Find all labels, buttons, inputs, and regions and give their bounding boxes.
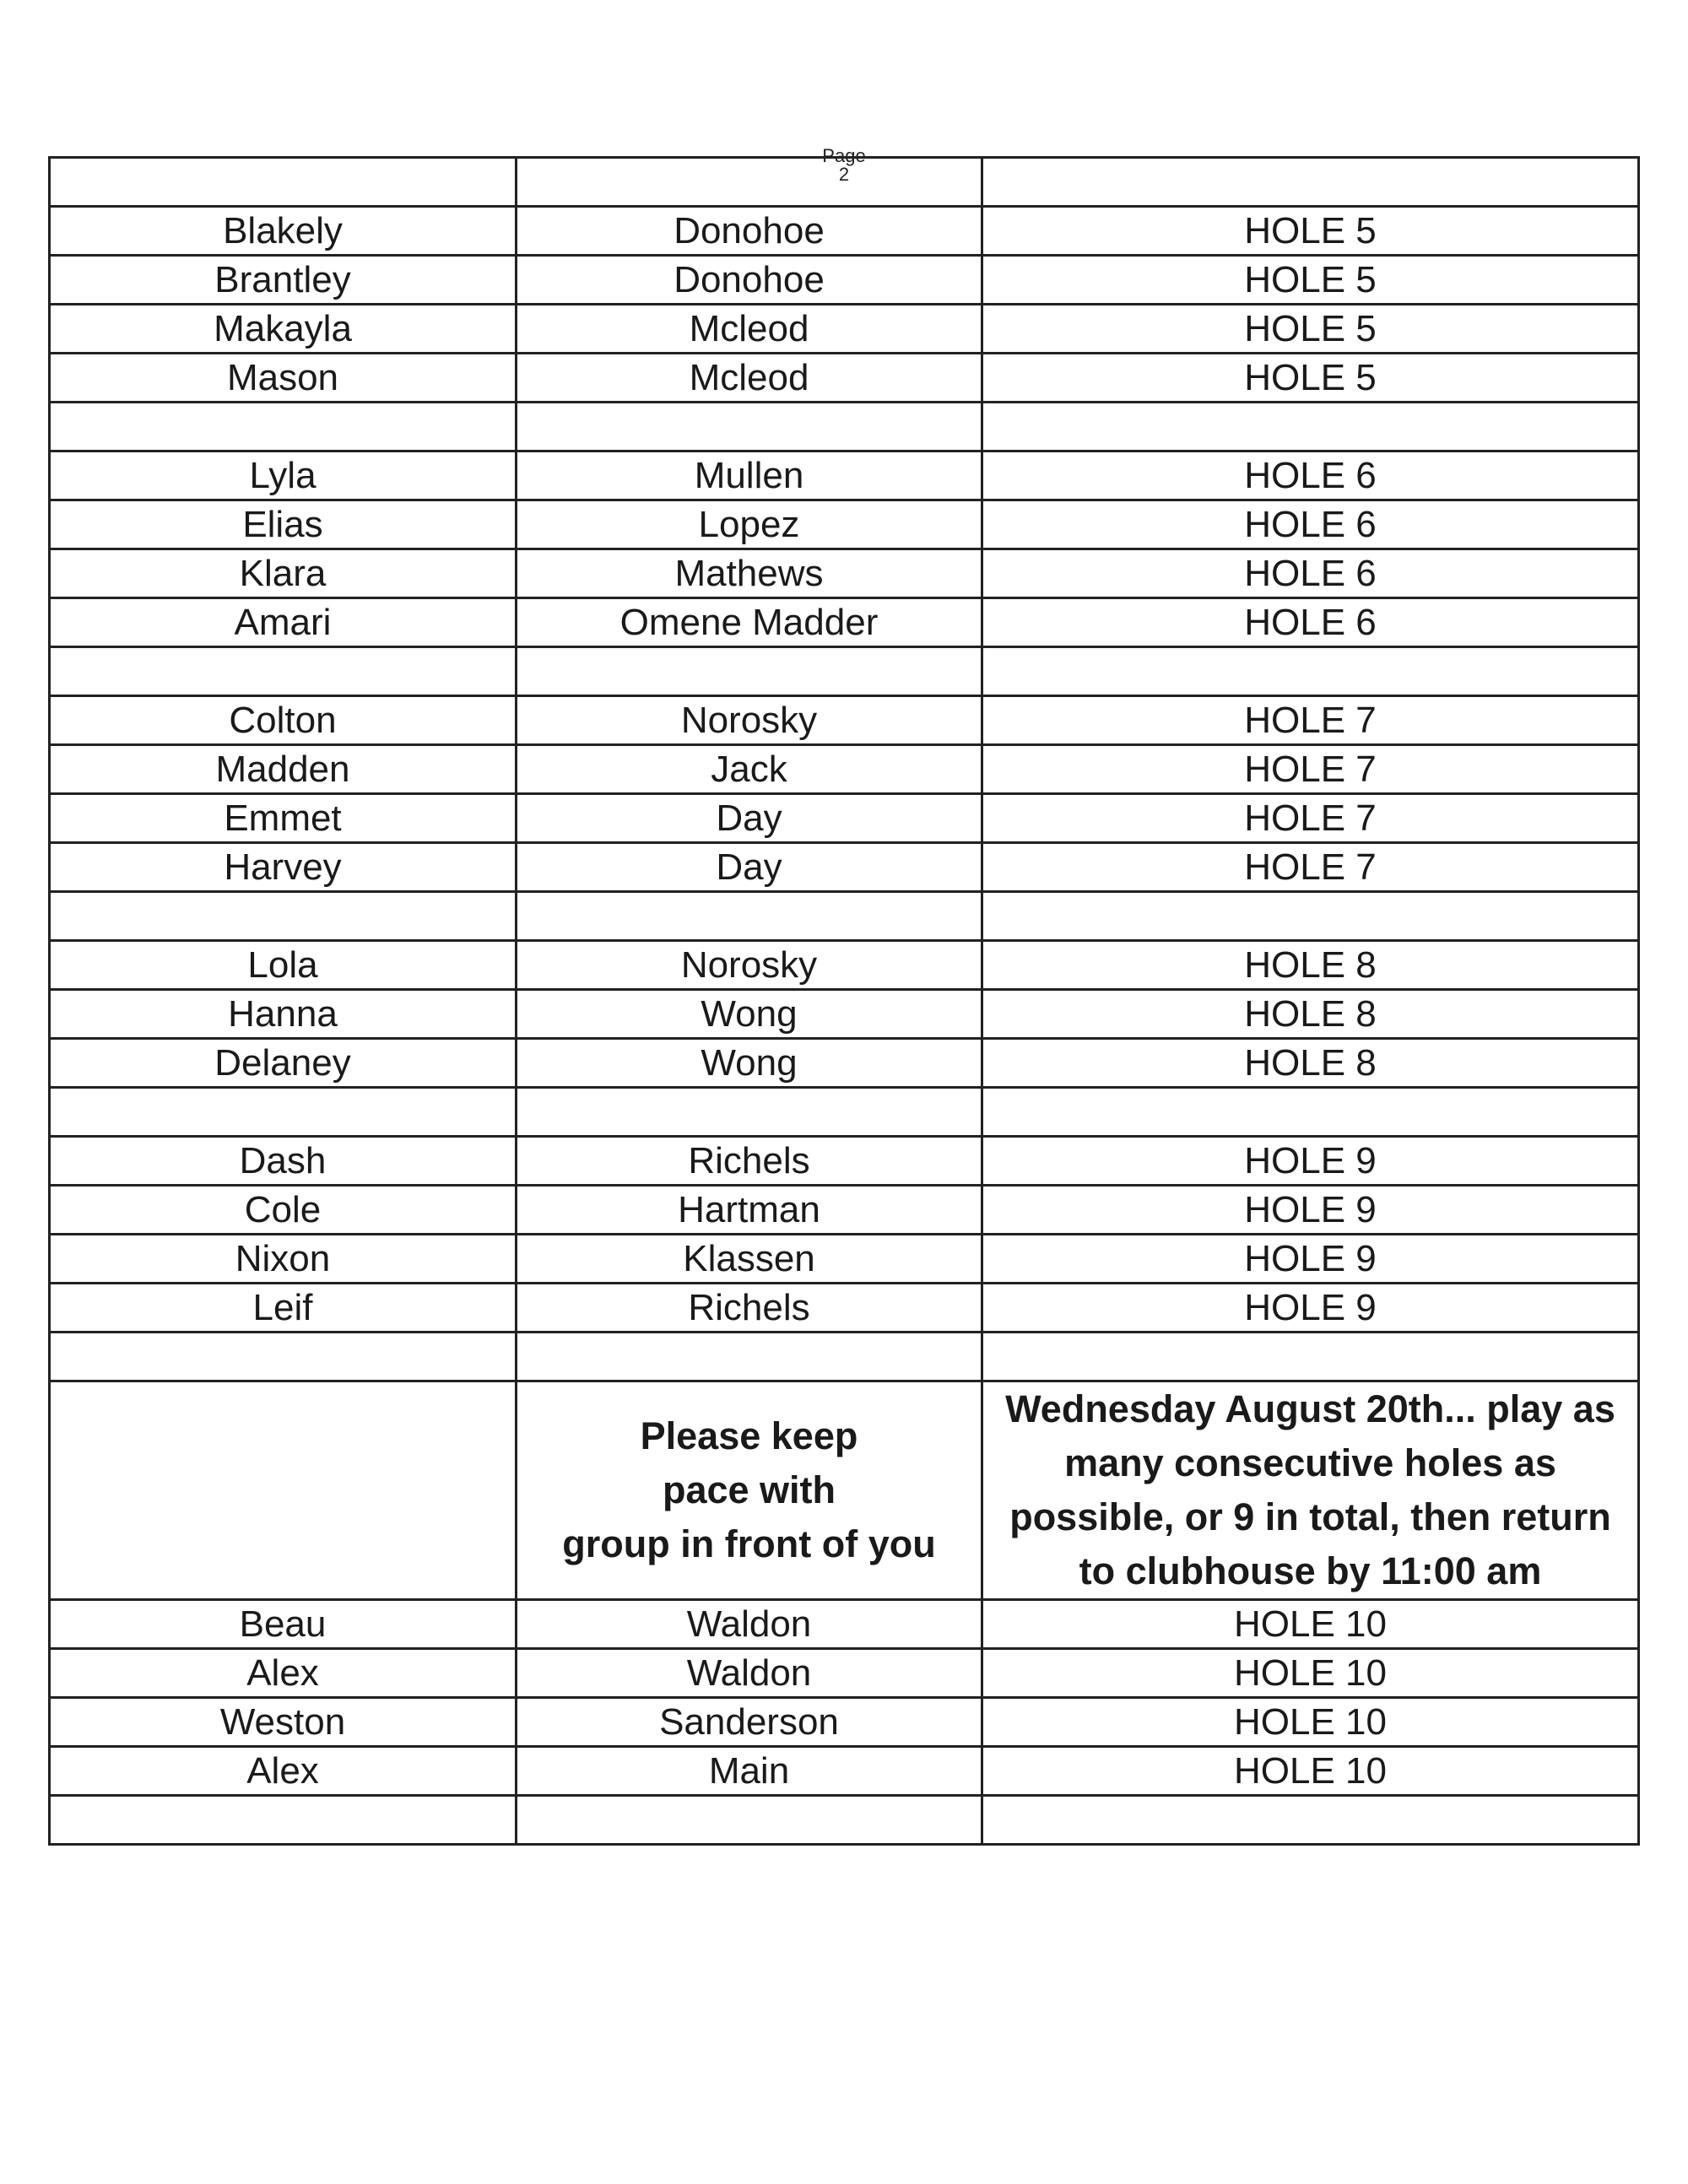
blank-cell xyxy=(50,1333,517,1381)
hole-assignment-cell: HOLE 10 xyxy=(982,1698,1639,1747)
player-row xyxy=(50,549,1639,598)
last-name-cell: Waldon xyxy=(517,1600,982,1649)
blank-cell xyxy=(982,158,1639,207)
last-name-cell: Norosky xyxy=(517,941,982,990)
tee-assignment-table xyxy=(48,156,1640,1846)
blank-cell xyxy=(50,647,517,696)
first-name-cell: Lyla xyxy=(50,451,517,500)
player-row xyxy=(50,451,1639,500)
player-row xyxy=(50,354,1639,403)
blank-cell xyxy=(517,892,982,941)
blank-cell xyxy=(982,1796,1639,1845)
hole-assignment-cell: HOLE 9 xyxy=(982,1235,1639,1284)
player-row xyxy=(50,1284,1639,1333)
first-name-cell: Beau xyxy=(50,1600,517,1649)
blank-row xyxy=(50,403,1639,451)
player-row xyxy=(50,1649,1639,1698)
pace-note-cell xyxy=(517,1381,982,1600)
first-name-cell: Emmet xyxy=(50,794,517,843)
last-name-cell: Mcleod xyxy=(517,354,982,403)
first-name-cell: Alex xyxy=(50,1747,517,1796)
hole-assignment-cell: HOLE 9 xyxy=(982,1137,1639,1186)
hole-assignment-cell: HOLE 9 xyxy=(982,1284,1639,1333)
player-row xyxy=(50,1747,1639,1796)
last-name-cell: Donohoe xyxy=(517,207,982,256)
last-name-cell: Mathews xyxy=(517,549,982,598)
player-row xyxy=(50,1235,1639,1284)
last-name-cell: Omene Madder xyxy=(517,598,982,647)
pace-note-line: pace with xyxy=(662,1468,836,1511)
blank-cell xyxy=(517,647,982,696)
hole-assignment-cell: HOLE 10 xyxy=(982,1600,1639,1649)
hole-assignment-cell: HOLE 6 xyxy=(982,549,1639,598)
blank-cell xyxy=(982,1333,1639,1381)
last-name-cell: Lopez xyxy=(517,500,982,549)
blank-cell xyxy=(517,403,982,451)
blank-cell xyxy=(517,1333,982,1381)
blank-cell xyxy=(50,1088,517,1137)
instructions-cell: Wednesday August 20th... play as many consecutive holes as possible, or 9 in total, then return to clubhouse by 11:00 am xyxy=(982,1381,1639,1600)
first-name-cell: Madden xyxy=(50,745,517,794)
last-name-cell: Hartman xyxy=(517,1186,982,1235)
blank-cell xyxy=(50,403,517,451)
first-name-cell: Klara xyxy=(50,549,517,598)
last-name-cell: Norosky xyxy=(517,696,982,745)
first-name-cell: Mason xyxy=(50,354,517,403)
player-row xyxy=(50,1698,1639,1747)
last-name-cell: Waldon xyxy=(517,1649,982,1698)
first-name-cell: Makayla xyxy=(50,305,517,354)
last-name-cell: Mullen xyxy=(517,451,982,500)
last-name-cell: Jack xyxy=(517,745,982,794)
tee-assignment-body xyxy=(50,158,1639,1845)
first-name-cell: Hanna xyxy=(50,990,517,1039)
first-name-cell: Delaney xyxy=(50,1039,517,1088)
hole-assignment-cell: HOLE 5 xyxy=(982,207,1639,256)
player-row xyxy=(50,1186,1639,1235)
last-name-cell: Day xyxy=(517,843,982,892)
hole-assignment-cell: HOLE 5 xyxy=(982,354,1639,403)
first-name-cell: Weston xyxy=(50,1698,517,1747)
hole-assignment-cell: HOLE 8 xyxy=(982,990,1639,1039)
player-row xyxy=(50,1039,1639,1088)
first-name-cell: Amari xyxy=(50,598,517,647)
hole-assignment-cell: HOLE 10 xyxy=(982,1649,1639,1698)
player-row xyxy=(50,843,1639,892)
first-name-cell: Alex xyxy=(50,1649,517,1698)
blank-cell xyxy=(50,158,517,207)
hole-assignment-cell: HOLE 10 xyxy=(982,1747,1639,1796)
blank-row xyxy=(50,1796,1639,1845)
blank-cell xyxy=(517,158,982,207)
first-name-cell: Harvey xyxy=(50,843,517,892)
hole-assignment-cell: HOLE 5 xyxy=(982,305,1639,354)
pace-note-line: group in front of you xyxy=(562,1522,936,1565)
last-name-cell: Richels xyxy=(517,1284,982,1333)
first-name-cell: Dash xyxy=(50,1137,517,1186)
blank-cell xyxy=(517,1088,982,1137)
player-row xyxy=(50,1600,1639,1649)
blank-row xyxy=(50,1333,1639,1381)
player-row xyxy=(50,598,1639,647)
player-row xyxy=(50,794,1639,843)
last-name-cell: Day xyxy=(517,794,982,843)
hole-assignment-cell: HOLE 6 xyxy=(982,598,1639,647)
hole-assignment-cell: HOLE 7 xyxy=(982,745,1639,794)
blank-cell xyxy=(517,1796,982,1845)
first-name-cell: Lola xyxy=(50,941,517,990)
last-name-cell: Richels xyxy=(517,1137,982,1186)
player-row xyxy=(50,941,1639,990)
first-name-cell: Nixon xyxy=(50,1235,517,1284)
first-name-cell: Colton xyxy=(50,696,517,745)
hole-assignment-cell: HOLE 8 xyxy=(982,941,1639,990)
blank-cell xyxy=(50,892,517,941)
blank-row xyxy=(50,647,1639,696)
pace-note-line: Please keep xyxy=(640,1414,858,1457)
last-name-cell: Wong xyxy=(517,1039,982,1088)
page-label: Page 2 xyxy=(822,145,866,185)
hole-assignment-cell: HOLE 6 xyxy=(982,451,1639,500)
last-name-cell: Wong xyxy=(517,990,982,1039)
hole-assignment-cell: HOLE 7 xyxy=(982,794,1639,843)
hole-assignment-cell: HOLE 8 xyxy=(982,1039,1639,1088)
last-name-cell: Donohoe xyxy=(517,256,982,305)
player-row xyxy=(50,745,1639,794)
last-name-cell: Mcleod xyxy=(517,305,982,354)
blank-cell xyxy=(982,1088,1639,1137)
last-name-cell: Klassen xyxy=(517,1235,982,1284)
blank-row xyxy=(50,892,1639,941)
player-row xyxy=(50,990,1639,1039)
hole-assignment-cell: HOLE 5 xyxy=(982,256,1639,305)
blank-row xyxy=(50,1088,1639,1137)
first-name-cell: Elias xyxy=(50,500,517,549)
hole-assignment-cell: HOLE 9 xyxy=(982,1186,1639,1235)
note-row xyxy=(50,1381,1639,1600)
first-name-cell: Blakely xyxy=(50,207,517,256)
first-name-cell: Cole xyxy=(50,1186,517,1235)
first-name-cell: Brantley xyxy=(50,256,517,305)
player-row xyxy=(50,305,1639,354)
blank-cell xyxy=(982,403,1639,451)
blank-cell xyxy=(982,892,1639,941)
player-row xyxy=(50,696,1639,745)
player-row xyxy=(50,207,1639,256)
last-name-cell: Main xyxy=(517,1747,982,1796)
hole-assignment-cell: HOLE 7 xyxy=(982,843,1639,892)
note-empty-cell xyxy=(50,1381,517,1600)
blank-cell xyxy=(982,647,1639,696)
hole-assignment-cell: HOLE 6 xyxy=(982,500,1639,549)
player-row xyxy=(50,256,1639,305)
player-row xyxy=(50,1137,1639,1186)
blank-cell xyxy=(50,1796,517,1845)
blank-row xyxy=(50,158,1639,207)
first-name-cell: Leif xyxy=(50,1284,517,1333)
hole-assignment-cell: HOLE 7 xyxy=(982,696,1639,745)
player-row xyxy=(50,500,1639,549)
last-name-cell: Sanderson xyxy=(517,1698,982,1747)
